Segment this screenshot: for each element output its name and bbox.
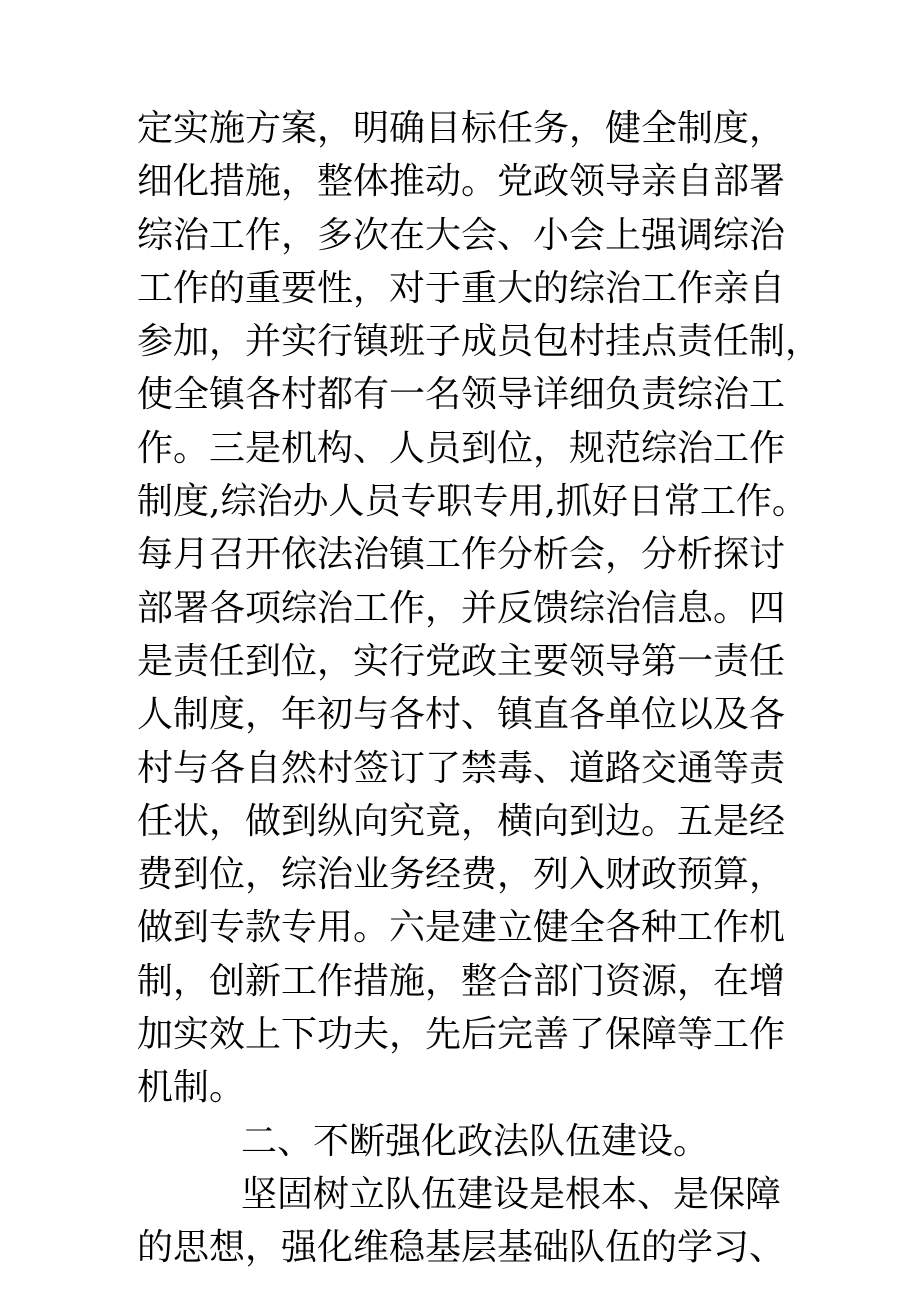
document-body xyxy=(137,102,822,1275)
text-line: 制度,综治办人员专职专用,抓好日常工作。 xyxy=(137,481,808,523)
text-line: 人制度，年初与各村、镇直各单位以及各 xyxy=(137,694,786,736)
text-line: 做到专款专用。六是建立健全各种工作机 xyxy=(137,907,786,949)
text-line: 任状，做到纵向究竟，横向到边。五是经 xyxy=(137,800,786,842)
text-line: 作。三是机构、人员到位，规范综治工作 xyxy=(137,427,786,469)
text-line: 机制。 xyxy=(137,1067,246,1109)
text-line: 使全镇各村都有一名领导详细负责综治工 xyxy=(137,374,786,416)
text-line: 工作的重要性，对于重大的综治工作亲自 xyxy=(137,267,786,309)
text-line: 费到位，综治业务经费，列入财政预算， xyxy=(137,854,786,896)
text-line: 村与各自然村签订了禁毒、道路交通等责 xyxy=(137,747,786,789)
text-line: 的思想，强化维稳基层基础队伍的学习、 xyxy=(137,1227,786,1269)
paragraph-first-line: 坚固树立队伍建设是根本、是保障 xyxy=(241,1173,782,1215)
text-line: 部署各项综治工作，并反馈综治信息。四 xyxy=(137,587,786,629)
section-heading: 二、不断强化政法队伍建设。 xyxy=(241,1120,710,1162)
text-line: 是责任到位，实行党政主要领导第一责任 xyxy=(137,640,786,682)
text-line: 综治工作，多次在大会、小会上强调综治 xyxy=(137,214,786,256)
text-line: 细化措施，整体推动。党政领导亲自部署 xyxy=(137,161,786,203)
text-line: 加实效上下功夫，先后完善了保障等工作 xyxy=(137,1014,786,1056)
text-line: 制，创新工作措施，整合部门资源，在增 xyxy=(137,960,786,1002)
text-line: 每月召开依法治镇工作分析会，分析探讨 xyxy=(137,534,786,576)
text-line: 参加，并实行镇班子成员包村挂点责任制， xyxy=(137,321,822,363)
text-line: 定实施方案，明确目标任务，健全制度， xyxy=(137,108,786,149)
